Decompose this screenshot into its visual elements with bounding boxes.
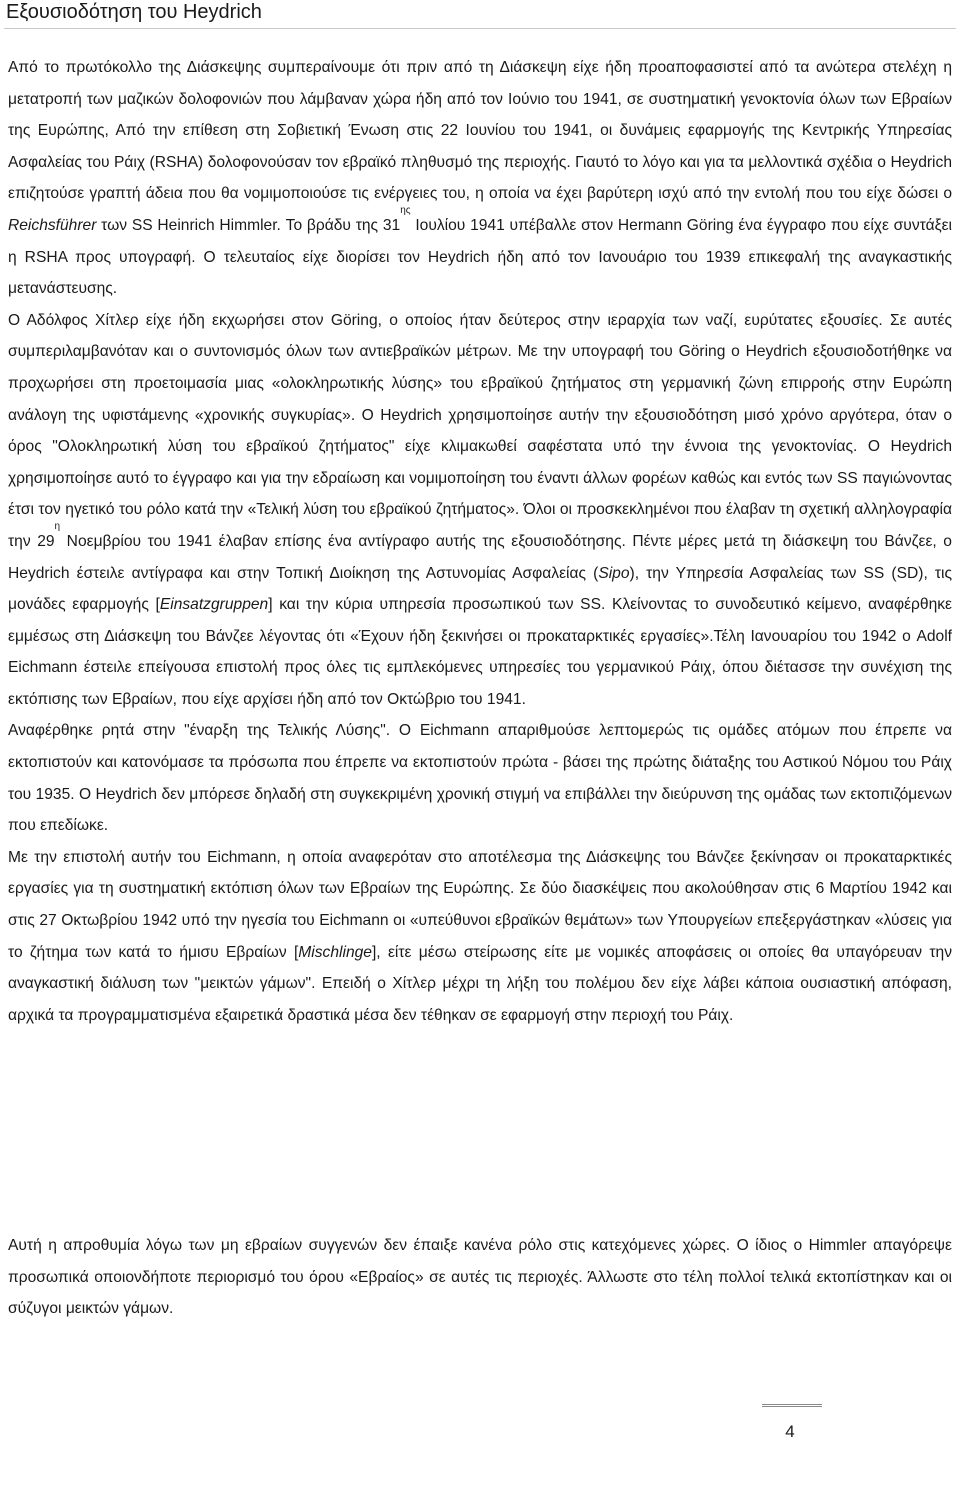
main-text-block xyxy=(8,52,952,1031)
text-run: ], είτε μέσω στείρωσης είτε με νομικές αποφάσεις οι οποίες θα υπαγόρευαν την αναγκαστική διάλυση των "μεικτών γάμων". Επειδή ο Χίτλερ μέχρι τη λήξη του πολέμου δεν είχε λάβει κάποια ουσιαστική απόφαση, αρχικά τα προγραμματισμένα εξαιρετικά δραστικά μέσα δεν τέθηκαν σε εφαρμογή στην περιοχή του Ράιχ. xyxy=(8,943,953,1024)
page-number: 4 xyxy=(785,1422,795,1441)
text-run: ] και την κύρια υπηρεσία προσωπικού των SS. Κλείνοντας το συνοδευτικό κείμενο, αναφέρθηκε εμμέσως στη Διάσκεψη του Βάνζεε λέγοντας ότι «Έχουν ήδη ξεκινήσει οι προκαταρκτικές εργασίες».Τέλη Ιανουαρίου του 1942 ο Adolf Eichmann έστειλε επείγουσα επιστολή προς όλες τις εμπλεκόμενες υπηρεσίες του γερμανικού Ράιχ, όπου διέτασσε την συνέχιση της εκτόπισης των Εβραίων, που είχε αρχίσει ήδη από τον Οκτώβριο του 1941. xyxy=(8,596,952,708)
closing-text-block xyxy=(8,1230,952,1325)
text-run: Αναφέρθηκε ρητά στην "έναρξη της Τελικής Λύσης". Ο Eichmann απαριθμούσε λεπτομερώς τις ομάδες ατόμων που έπρεπε να εκτοπιστούν και κατονόμασε τα πρόσωπα που έπρεπε να εκτοπιστούν πρώτα - βάσει της πρώτης διάταξης του Αστικού Νόμου του Ράιχ του 1935. Ο Heydrich δεν μπόρεσε δηλαδή στη συγκεκριμένη χρονική στιγμή να επιβάλλει την διεύρυνση της ομάδας των εκτοπιζόμενων που επεδίωκε. xyxy=(8,722,952,835)
italic-term: Sipo xyxy=(598,564,630,582)
paragraph-final-solution-start xyxy=(8,715,952,841)
text-run: Αυτή η απροθυμία λόγω των μη εβραίων συγγενών δεν έπαιξε κανένα ρόλο στις κατεχόμενες χώρες. Ο ίδιος ο Himmler απαγόρεψε προσωπικά οποιονδήποτε περιορισμό του όρου «Εβραίος» σε αυτές τις περιοχές. Άλλωστε στο τέλη πολλοί τελικά εκτοπίστηκαν και οι σύζυγοι μεικτών γάμων. xyxy=(8,1237,952,1318)
italic-term: Mischlinge xyxy=(298,943,372,961)
title-divider xyxy=(4,28,956,29)
italic-term: Reichsführer xyxy=(8,216,97,234)
page-title: Εξουσιοδότηση του Heydrich xyxy=(6,1,262,23)
text-run: Ιουλίου 1941 υπέβαλλε στον Hermann Göring ένα έγγραφο που είχε συντάξει η RSHA προς υπογραφή. Ο τελευταίος είχε διορίσει τον Heydrich ήδη από τον Ιανουάριο του 1939 επικεφαλή της αναγκαστικής μετανάστευσης. xyxy=(8,216,952,298)
text-run: Με την επιστολή αυτήν του Eichmann, η οποία αναφερόταν στο αποτέλεσμα της Διάσκεψης του Βάνζεε ξεκίνησαν οι προκαταρκτικές εργασίες για τη συστηματική εκτόπιση όλων των Εβραίων της Ευρώπης. Σε δύο διασκέψεις που ακολούθησαν στις 6 Μαρτίου 1942 και στις 27 Οκτωβρίου 1942 υπό την ηγεσία του Eichmann οι «υπεύθυνοι εβραϊκών θεμάτων» των Υπουργείων επεξεργάστηκαν «λύσεις για το ζήτημα των κατά το ήμισυ Εβραίων [ xyxy=(8,848,952,961)
text-run: των SS Heinrich Himmler. Το βράδυ της 31 xyxy=(96,216,401,234)
paragraph-himmler-restriction xyxy=(8,1230,952,1325)
paragraph-authorization xyxy=(8,52,952,305)
paragraph-eichmann-letter xyxy=(8,842,952,1032)
text-run: Ο Αδόλφος Χίτλερ είχε ήδη εκχωρήσει στον Göring, ο οποίος ήταν δεύτερος στην ιεραρχία των ναζί, ευρύτατες εξουσίες. Σε αυτές συμπεριλαμβανόταν και ο συντονισμός όλων των αντιεβραϊκών μέτρων. Με την υπογραφή του Göring ο Heydrich εξουσιοδοτήθηκε να προχωρήσει στη προετοιμασία μιας «ολοκληρωτικής λύσης» του εβραϊκού ζητήματος στη γερμανική ζώνη επιρροής στην Ευρώπη ανάλογη της υφιστάμενης «χρονικής συγκυρίας». Ο Heydrich χρησιμοποίησε αυτήν την εξουσιοδότηση μισό χρόνο αργότερα, όταν ο όρος "Ολοκληρωτική λύση του εβραϊκού ζητήματος" είχε κλιμακωθεί σαφέστατα υπό την έννοια της γενοκτονίας. Ο Heydrich χρησιμοποίησε αυτό το έγγραφο και για την εδραίωση και νομιμοποίηση του έναντι άλλων φορέων καθώς και εντός των SS παγιώνοντας έτσι τον ηγετικό του ρόλο κατά την «Τελική λύση του εβραϊκού ζητήματος». Όλοι οι προσκεκλημένοι που έλαβαν τη σχετική αλληλογραφία την 29 xyxy=(8,311,952,550)
ordinal-superscript: ης xyxy=(400,204,411,216)
paragraph-goring-powers xyxy=(8,305,952,716)
italic-term: Einsatzgruppen xyxy=(159,596,269,614)
ordinal-superscript: η xyxy=(54,520,61,532)
text-run: ), την Υπηρεσία Ασφαλείας των SS (SD), τις μονάδες εφαρμογής [ xyxy=(8,564,952,614)
footer-divider xyxy=(762,1404,822,1407)
text-run: Νοεμβρίου του 1941 έλαβαν επίσης ένα αντίγραφο αυτής της εξουσιοδότησης. Πέντε μέρες μετά τη διάσκεψη του Βάνζεε, ο Heydrich έστειλε αντίγραφα και στην Τοπική Διοίκηση της Αστυνομίας Ασφαλείας ( xyxy=(8,532,952,582)
text-run: Από το πρωτόκολλο της Διάσκεψης συμπεραίνουμε ότι πριν από τη Διάσκεψη είχε ήδη προαποφασιστεί από τα ανώτερα στελέχη η μετατροπή των μαζικών δολοφονιών που λάμβαναν χώρα ήδη από τον Ιούνιο του 1941, σε συστηματική γενοκτονία όλων των Εβραίων της Ευρώπης, Από την επίθεση στη Σοβιετική Ένωση στις 22 Ιουνίου του 1941, οι δυνάμεις εφαρμογής της Κεντρικής Υπηρεσίας Ασφαλείας του Ράιχ (RSHA) δολοφονούσαν τον εβραϊκό πληθυσμό της περιοχής. Γιαυτό το λόγο και για τα μελλοντικά σχέδια ο Heydrich επιζητούσε γραπτή άδεια που θα νομιμοποιούσε τις ενέργειες του, η οποία να έχει βαρύτερη ισχύ από την εντολή που του είχε δώσει ο xyxy=(8,59,952,203)
